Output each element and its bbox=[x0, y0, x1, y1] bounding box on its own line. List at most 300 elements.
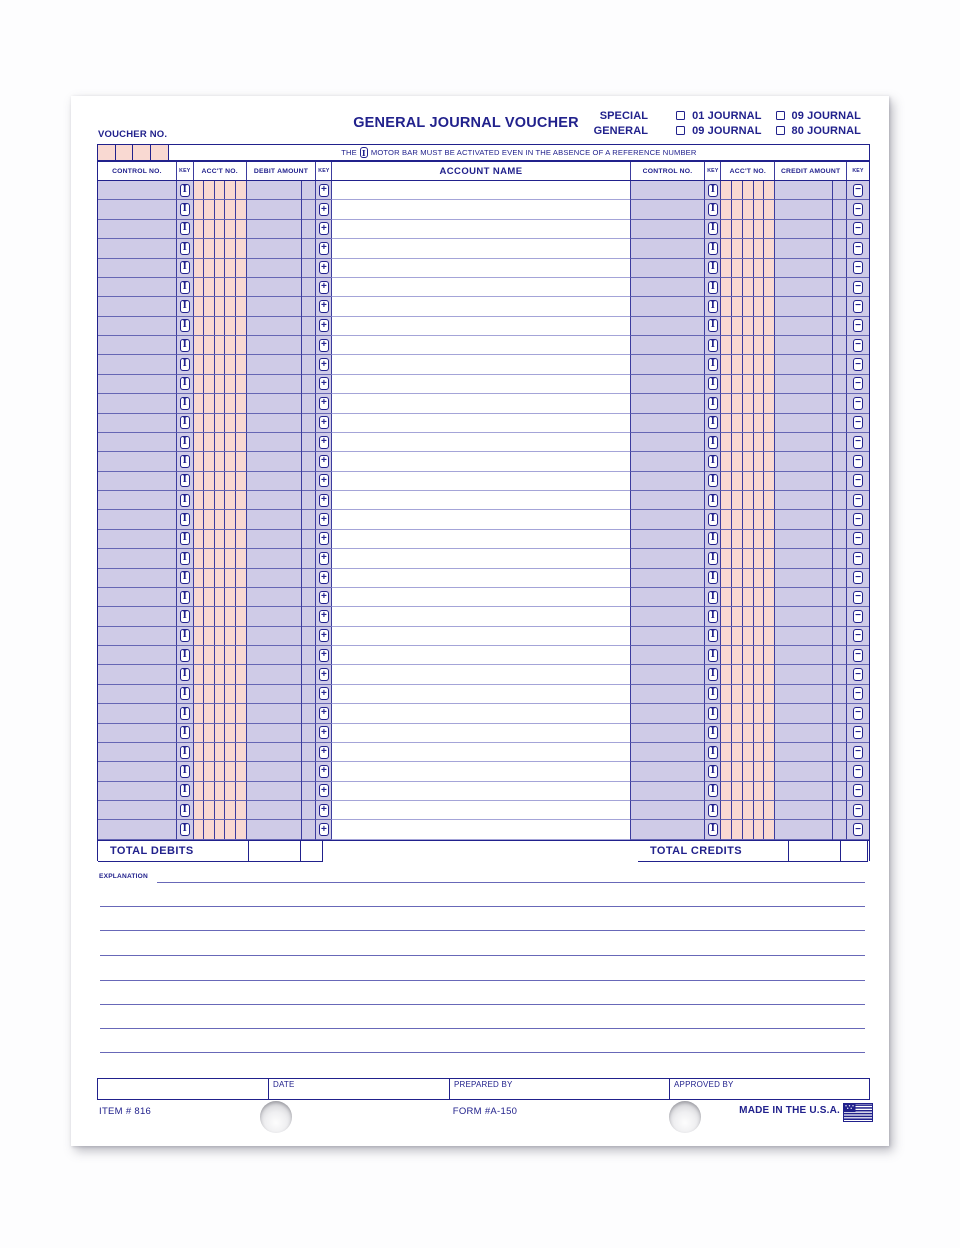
acct-no-cell-right[interactable] bbox=[720, 801, 774, 820]
acct-no-cell-right[interactable] bbox=[720, 336, 774, 355]
credit-amount-cell[interactable] bbox=[774, 820, 846, 839]
debit-amount-cell[interactable] bbox=[246, 530, 316, 549]
credit-amount-cell[interactable] bbox=[774, 452, 846, 471]
index-key-icon: I bbox=[708, 707, 718, 720]
account-name-cell[interactable] bbox=[331, 510, 629, 529]
control-no-cell-left[interactable] bbox=[98, 704, 176, 723]
acct-no-cell-right[interactable] bbox=[720, 452, 774, 471]
account-name-cell[interactable] bbox=[331, 704, 629, 723]
key-cell-index-right bbox=[704, 588, 720, 607]
header-control-no-left: CONTROL NO. bbox=[112, 167, 162, 175]
acct-no-cell-right[interactable] bbox=[720, 355, 774, 374]
debit-amount-cell[interactable] bbox=[246, 414, 316, 433]
control-no-cell-left[interactable] bbox=[98, 181, 176, 200]
control-no-cell-left[interactable] bbox=[98, 743, 176, 762]
account-name-cell[interactable] bbox=[331, 375, 629, 394]
account-name-cell[interactable] bbox=[331, 355, 629, 374]
control-no-cell-right[interactable] bbox=[630, 646, 705, 665]
control-no-cell-right[interactable] bbox=[630, 414, 705, 433]
credit-amount-cell[interactable] bbox=[774, 433, 846, 452]
acct-no-cell-left[interactable] bbox=[193, 239, 246, 258]
form-title: GENERAL JOURNAL VOUCHER bbox=[353, 115, 579, 131]
account-name-cell[interactable] bbox=[331, 607, 629, 626]
control-no-cell-right[interactable] bbox=[630, 665, 705, 684]
index-key-icon: I bbox=[180, 629, 190, 642]
explanation-line[interactable] bbox=[100, 955, 865, 956]
key-cell-index-right bbox=[704, 394, 720, 413]
credit-amount-cell[interactable] bbox=[774, 239, 846, 258]
journal-checkbox[interactable] bbox=[776, 126, 785, 135]
control-no-cell-right[interactable] bbox=[630, 762, 705, 781]
control-no-cell-left[interactable] bbox=[98, 259, 176, 278]
debit-amount-cell[interactable] bbox=[246, 685, 316, 704]
account-name-cell[interactable] bbox=[331, 278, 629, 297]
plus-key-icon: + bbox=[319, 513, 329, 526]
acct-no-cell-right[interactable] bbox=[720, 665, 774, 684]
credit-amount-cell[interactable] bbox=[774, 491, 846, 510]
credit-amount-cell[interactable] bbox=[774, 665, 846, 684]
control-no-cell-right[interactable] bbox=[630, 704, 705, 723]
control-no-cell-left[interactable] bbox=[98, 278, 176, 297]
debit-amount-cell[interactable] bbox=[246, 355, 316, 374]
account-name-cell[interactable] bbox=[331, 220, 629, 239]
journal-checkbox[interactable] bbox=[676, 126, 685, 135]
control-no-cell-right[interactable] bbox=[630, 375, 705, 394]
account-name-cell[interactable] bbox=[331, 743, 629, 762]
acct-no-cell-right[interactable] bbox=[720, 472, 774, 491]
prepared-by-field[interactable]: PREPARED BY bbox=[449, 1079, 669, 1099]
acct-no-cell-right[interactable] bbox=[720, 375, 774, 394]
credit-amount-cell[interactable] bbox=[774, 704, 846, 723]
acct-no-cell-left[interactable] bbox=[193, 743, 246, 762]
control-no-cell-right[interactable] bbox=[630, 530, 705, 549]
control-no-cell-right[interactable] bbox=[630, 627, 705, 646]
voucher-no-box[interactable] bbox=[116, 145, 134, 160]
acct-no-cell-right[interactable] bbox=[720, 317, 774, 336]
control-no-cell-right[interactable] bbox=[630, 259, 705, 278]
credit-amount-cell[interactable] bbox=[774, 530, 846, 549]
acct-no-cell-right[interactable] bbox=[720, 278, 774, 297]
journal-rows bbox=[98, 181, 869, 840]
key-cell-credit bbox=[846, 355, 869, 374]
control-no-cell-right[interactable] bbox=[630, 820, 705, 839]
acct-no-cell-right[interactable] bbox=[720, 530, 774, 549]
control-no-cell-right[interactable] bbox=[630, 588, 705, 607]
debit-amount-cell[interactable] bbox=[246, 762, 316, 781]
debit-amount-cell[interactable] bbox=[246, 278, 316, 297]
credit-amount-cell[interactable] bbox=[774, 297, 846, 316]
account-name-cell[interactable] bbox=[331, 762, 629, 781]
signature-blank-cell[interactable] bbox=[98, 1079, 268, 1099]
journal-option-label: 09 JOURNAL bbox=[692, 124, 762, 137]
acct-no-cell-left[interactable] bbox=[193, 782, 246, 801]
account-name-cell[interactable] bbox=[331, 200, 629, 219]
account-name-cell[interactable] bbox=[331, 782, 629, 801]
debit-amount-cell[interactable] bbox=[246, 607, 316, 626]
credit-amount-cell[interactable] bbox=[774, 414, 846, 433]
index-key-icon: I bbox=[708, 377, 718, 390]
control-no-cell-right[interactable] bbox=[630, 685, 705, 704]
acct-no-cell-left[interactable] bbox=[193, 355, 246, 374]
acct-no-cell-left[interactable] bbox=[193, 433, 246, 452]
credit-amount-cell[interactable] bbox=[774, 317, 846, 336]
acct-no-cell-left[interactable] bbox=[193, 491, 246, 510]
control-no-cell-left[interactable] bbox=[98, 336, 176, 355]
control-no-cell-right[interactable] bbox=[630, 297, 705, 316]
key-cell-index-right bbox=[704, 607, 720, 626]
key-cell-debit bbox=[315, 685, 331, 704]
control-no-cell-right[interactable] bbox=[630, 472, 705, 491]
acct-no-cell-right[interactable] bbox=[720, 491, 774, 510]
account-name-cell[interactable] bbox=[331, 336, 629, 355]
credit-amount-cell[interactable] bbox=[774, 743, 846, 762]
credit-amount-cell[interactable] bbox=[774, 278, 846, 297]
acct-no-cell-left[interactable] bbox=[193, 665, 246, 684]
plus-key-icon: + bbox=[319, 222, 329, 235]
control-no-cell-left[interactable] bbox=[98, 685, 176, 704]
acct-no-cell-left[interactable] bbox=[193, 200, 246, 219]
account-name-cell[interactable] bbox=[331, 549, 629, 568]
acct-no-cell-right[interactable] bbox=[720, 549, 774, 568]
control-no-cell-left[interactable] bbox=[98, 317, 176, 336]
account-name-cell[interactable] bbox=[331, 317, 629, 336]
credit-amount-cell[interactable] bbox=[774, 685, 846, 704]
account-name-cell[interactable] bbox=[331, 414, 629, 433]
acct-no-cell-left[interactable] bbox=[193, 530, 246, 549]
credit-amount-cell[interactable] bbox=[774, 355, 846, 374]
key-cell-index-right bbox=[704, 414, 720, 433]
credit-amount-cell[interactable] bbox=[774, 181, 846, 200]
control-no-cell-left[interactable] bbox=[98, 627, 176, 646]
debit-amount-cell[interactable] bbox=[246, 491, 316, 510]
acct-no-cell-right[interactable] bbox=[720, 646, 774, 665]
debit-amount-cell[interactable] bbox=[246, 239, 316, 258]
acct-no-cell-left[interactable] bbox=[193, 317, 246, 336]
control-no-cell-right[interactable] bbox=[630, 355, 705, 374]
explanation-line[interactable] bbox=[100, 930, 865, 931]
key-cell-index-left bbox=[176, 297, 193, 316]
index-key-icon: I bbox=[708, 591, 718, 604]
debit-amount-cell[interactable] bbox=[246, 452, 316, 471]
debit-amount-cell[interactable] bbox=[246, 472, 316, 491]
account-name-cell[interactable] bbox=[331, 530, 629, 549]
account-name-cell[interactable] bbox=[331, 239, 629, 258]
control-no-cell-left[interactable] bbox=[98, 200, 176, 219]
credit-amount-cell[interactable] bbox=[774, 801, 846, 820]
control-no-cell-right[interactable] bbox=[630, 743, 705, 762]
acct-no-cell-right[interactable] bbox=[720, 627, 774, 646]
acct-no-cell-left[interactable] bbox=[193, 452, 246, 471]
debit-amount-cell[interactable] bbox=[246, 181, 316, 200]
credit-amount-cell[interactable] bbox=[774, 472, 846, 491]
debit-amount-cell[interactable] bbox=[246, 220, 316, 239]
total-credits-cents-cell[interactable] bbox=[840, 841, 867, 861]
acct-no-cell-left[interactable] bbox=[193, 685, 246, 704]
control-no-cell-right[interactable] bbox=[630, 510, 705, 529]
debit-amount-cell[interactable] bbox=[246, 820, 316, 839]
acct-no-cell-right[interactable] bbox=[720, 762, 774, 781]
control-no-cell-right[interactable] bbox=[630, 181, 705, 200]
control-no-cell-left[interactable] bbox=[98, 297, 176, 316]
account-name-cell[interactable] bbox=[331, 685, 629, 704]
debit-amount-cell[interactable] bbox=[246, 724, 316, 743]
debit-amount-cell[interactable] bbox=[246, 801, 316, 820]
account-name-cell[interactable] bbox=[331, 646, 629, 665]
debit-amount-cell[interactable] bbox=[246, 375, 316, 394]
acct-no-cell-right[interactable] bbox=[720, 239, 774, 258]
control-no-cell-right[interactable] bbox=[630, 433, 705, 452]
total-debits-cents-cell[interactable] bbox=[300, 841, 322, 861]
explanation-line[interactable] bbox=[100, 1004, 865, 1005]
index-key-icon: I bbox=[180, 281, 190, 294]
debit-amount-cell[interactable] bbox=[246, 782, 316, 801]
control-no-cell-left[interactable] bbox=[98, 239, 176, 258]
debit-amount-cell[interactable] bbox=[246, 317, 316, 336]
control-no-cell-left[interactable] bbox=[98, 414, 176, 433]
credit-amount-cell[interactable] bbox=[774, 607, 846, 626]
explanation-line[interactable] bbox=[100, 980, 865, 981]
acct-no-cell-right[interactable] bbox=[720, 704, 774, 723]
credit-amount-cell[interactable] bbox=[774, 200, 846, 219]
index-key-icon: I bbox=[708, 203, 718, 216]
acct-no-cell-left[interactable] bbox=[193, 510, 246, 529]
journal-row bbox=[98, 278, 869, 297]
credit-amount-cell[interactable] bbox=[774, 627, 846, 646]
journal-row bbox=[98, 685, 869, 704]
control-no-cell-left[interactable] bbox=[98, 724, 176, 743]
debit-amount-cell[interactable] bbox=[246, 336, 316, 355]
acct-no-cell-left[interactable] bbox=[193, 801, 246, 820]
acct-no-cell-right[interactable] bbox=[720, 414, 774, 433]
voucher-no-box[interactable] bbox=[98, 145, 116, 160]
control-no-cell-left[interactable] bbox=[98, 569, 176, 588]
acct-no-cell-left[interactable] bbox=[193, 549, 246, 568]
control-no-cell-right[interactable] bbox=[630, 200, 705, 219]
control-no-cell-right[interactable] bbox=[630, 220, 705, 239]
acct-no-cell-left[interactable] bbox=[193, 472, 246, 491]
account-name-cell[interactable] bbox=[331, 297, 629, 316]
control-no-cell-right[interactable] bbox=[630, 239, 705, 258]
debit-amount-cell[interactable] bbox=[246, 297, 316, 316]
acct-no-cell-right[interactable] bbox=[720, 394, 774, 413]
control-no-cell-right[interactable] bbox=[630, 607, 705, 626]
credit-amount-cell[interactable] bbox=[774, 549, 846, 568]
credit-amount-cell[interactable] bbox=[774, 375, 846, 394]
debit-amount-cell[interactable] bbox=[246, 627, 316, 646]
control-no-cell-right[interactable] bbox=[630, 782, 705, 801]
acct-no-cell-left[interactable] bbox=[193, 297, 246, 316]
account-name-cell[interactable] bbox=[331, 452, 629, 471]
control-no-cell-right[interactable] bbox=[630, 491, 705, 510]
explanation-line[interactable] bbox=[157, 882, 865, 883]
control-no-cell-left[interactable] bbox=[98, 433, 176, 452]
control-no-cell-left[interactable] bbox=[98, 820, 176, 839]
control-no-cell-left[interactable] bbox=[98, 510, 176, 529]
acct-no-cell-left[interactable] bbox=[193, 181, 246, 200]
index-key-icon: I bbox=[180, 804, 190, 817]
acct-no-cell-left[interactable] bbox=[193, 278, 246, 297]
credit-amount-cell[interactable] bbox=[774, 510, 846, 529]
acct-no-cell-left[interactable] bbox=[193, 394, 246, 413]
control-no-cell-left[interactable] bbox=[98, 646, 176, 665]
account-name-cell[interactable] bbox=[331, 472, 629, 491]
acct-no-cell-right[interactable] bbox=[720, 297, 774, 316]
debit-amount-cell[interactable] bbox=[246, 665, 316, 684]
acct-no-cell-right[interactable] bbox=[720, 259, 774, 278]
key-cell-index-right bbox=[704, 491, 720, 510]
credit-amount-cell[interactable] bbox=[774, 782, 846, 801]
explanation-line[interactable] bbox=[100, 1028, 865, 1029]
control-no-cell-left[interactable] bbox=[98, 220, 176, 239]
acct-no-cell-right[interactable] bbox=[720, 181, 774, 200]
credit-amount-cell[interactable] bbox=[774, 724, 846, 743]
control-no-cell-right[interactable] bbox=[630, 724, 705, 743]
key-cell-debit bbox=[315, 355, 331, 374]
acct-no-cell-right[interactable] bbox=[720, 569, 774, 588]
journal-option bbox=[776, 110, 861, 122]
date-field[interactable]: DATE bbox=[268, 1079, 449, 1099]
acct-no-cell-left[interactable] bbox=[193, 259, 246, 278]
acct-no-cell-right[interactable] bbox=[720, 743, 774, 762]
control-no-cell-right[interactable] bbox=[630, 278, 705, 297]
acct-no-cell-right[interactable] bbox=[720, 724, 774, 743]
acct-no-cell-left[interactable] bbox=[193, 627, 246, 646]
acct-no-cell-right[interactable] bbox=[720, 820, 774, 839]
debit-amount-cell[interactable] bbox=[246, 549, 316, 568]
control-no-cell-right[interactable] bbox=[630, 801, 705, 820]
voucher-no-label: VOUCHER NO. bbox=[98, 129, 168, 140]
account-name-cell[interactable] bbox=[331, 820, 629, 839]
control-no-cell-left[interactable] bbox=[98, 452, 176, 471]
acct-no-cell-right[interactable] bbox=[720, 685, 774, 704]
voucher-no-box[interactable] bbox=[133, 145, 151, 160]
key-cell-index-left bbox=[176, 530, 193, 549]
account-name-cell[interactable] bbox=[331, 491, 629, 510]
acct-no-cell-right[interactable] bbox=[720, 782, 774, 801]
key-cell-credit bbox=[846, 743, 869, 762]
approved-by-field[interactable]: APPROVED BY bbox=[669, 1079, 869, 1099]
index-key-icon: I bbox=[180, 339, 190, 352]
credit-amount-cell[interactable] bbox=[774, 762, 846, 781]
control-no-cell-left[interactable] bbox=[98, 375, 176, 394]
acct-no-cell-left[interactable] bbox=[193, 762, 246, 781]
acct-no-cell-right[interactable] bbox=[720, 510, 774, 529]
control-no-cell-right[interactable] bbox=[630, 394, 705, 413]
control-no-cell-left[interactable] bbox=[98, 607, 176, 626]
credit-amount-cell[interactable] bbox=[774, 336, 846, 355]
key-cell-debit bbox=[315, 239, 331, 258]
total-debits-amount-cell[interactable] bbox=[248, 841, 300, 861]
acct-no-cell-left[interactable] bbox=[193, 724, 246, 743]
acct-no-cell-right[interactable] bbox=[720, 220, 774, 239]
key-cell-credit bbox=[846, 588, 869, 607]
acct-no-cell-left[interactable] bbox=[193, 414, 246, 433]
account-name-cell[interactable] bbox=[331, 433, 629, 452]
account-name-cell[interactable] bbox=[331, 394, 629, 413]
acct-no-cell-right[interactable] bbox=[720, 588, 774, 607]
credit-amount-cell[interactable] bbox=[774, 646, 846, 665]
account-name-cell[interactable] bbox=[331, 181, 629, 200]
key-cell-credit bbox=[846, 239, 869, 258]
acct-no-cell-left[interactable] bbox=[193, 704, 246, 723]
control-no-cell-right[interactable] bbox=[630, 549, 705, 568]
control-no-cell-left[interactable] bbox=[98, 588, 176, 607]
debit-amount-cell[interactable] bbox=[246, 646, 316, 665]
debit-amount-cell[interactable] bbox=[246, 259, 316, 278]
explanation-line[interactable] bbox=[100, 906, 865, 907]
account-name-cell[interactable] bbox=[331, 627, 629, 646]
account-name-cell[interactable] bbox=[331, 569, 629, 588]
minus-key-icon: − bbox=[853, 339, 863, 352]
account-name-cell[interactable] bbox=[331, 665, 629, 684]
credit-amount-cell[interactable] bbox=[774, 259, 846, 278]
acct-no-cell-left[interactable] bbox=[193, 588, 246, 607]
account-name-cell[interactable] bbox=[331, 724, 629, 743]
debit-amount-cell[interactable] bbox=[246, 743, 316, 762]
debit-amount-cell[interactable] bbox=[246, 510, 316, 529]
control-no-cell-left[interactable] bbox=[98, 762, 176, 781]
control-no-cell-left[interactable] bbox=[98, 472, 176, 491]
control-no-cell-left[interactable] bbox=[98, 782, 176, 801]
debit-amount-cell[interactable] bbox=[246, 433, 316, 452]
debit-amount-cell[interactable] bbox=[246, 569, 316, 588]
account-name-cell[interactable] bbox=[331, 801, 629, 820]
minus-key-icon: − bbox=[853, 397, 863, 410]
voucher-no-box[interactable] bbox=[151, 145, 169, 160]
account-name-cell[interactable] bbox=[331, 259, 629, 278]
acct-no-cell-left[interactable] bbox=[193, 220, 246, 239]
acct-no-cell-left[interactable] bbox=[193, 607, 246, 626]
control-no-cell-right[interactable] bbox=[630, 452, 705, 471]
credit-amount-cell[interactable] bbox=[774, 588, 846, 607]
credit-amount-cell[interactable] bbox=[774, 220, 846, 239]
journal-checkbox[interactable] bbox=[776, 111, 785, 120]
control-no-cell-right[interactable] bbox=[630, 336, 705, 355]
control-no-cell-left[interactable] bbox=[98, 530, 176, 549]
acct-no-cell-left[interactable] bbox=[193, 375, 246, 394]
acct-no-cell-left[interactable] bbox=[193, 820, 246, 839]
acct-no-cell-left[interactable] bbox=[193, 569, 246, 588]
control-no-cell-right[interactable] bbox=[630, 569, 705, 588]
control-no-cell-right[interactable] bbox=[630, 317, 705, 336]
control-no-cell-left[interactable] bbox=[98, 801, 176, 820]
key-cell-credit bbox=[846, 665, 869, 684]
acct-no-cell-left[interactable] bbox=[193, 336, 246, 355]
control-no-cell-left[interactable] bbox=[98, 549, 176, 568]
acct-no-cell-right[interactable] bbox=[720, 433, 774, 452]
header-key-debit: KEY bbox=[315, 162, 331, 180]
control-no-cell-left[interactable] bbox=[98, 355, 176, 374]
journal-row bbox=[98, 820, 869, 839]
journal-checkbox[interactable] bbox=[676, 111, 685, 120]
explanation-line[interactable] bbox=[100, 1052, 865, 1053]
debit-amount-cell[interactable] bbox=[246, 200, 316, 219]
debit-amount-cell[interactable] bbox=[246, 394, 316, 413]
control-no-cell-left[interactable] bbox=[98, 665, 176, 684]
debit-amount-cell[interactable] bbox=[246, 704, 316, 723]
acct-no-cell-left[interactable] bbox=[193, 646, 246, 665]
credit-amount-cell[interactable] bbox=[774, 569, 846, 588]
control-no-cell-left[interactable] bbox=[98, 491, 176, 510]
total-credits-amount-cell[interactable] bbox=[788, 841, 840, 861]
debit-amount-cell[interactable] bbox=[246, 588, 316, 607]
acct-no-cell-right[interactable] bbox=[720, 607, 774, 626]
acct-no-cell-right[interactable] bbox=[720, 200, 774, 219]
credit-amount-cell[interactable] bbox=[774, 394, 846, 413]
control-no-cell-left[interactable] bbox=[98, 394, 176, 413]
key-cell-index-left bbox=[176, 394, 193, 413]
account-name-cell[interactable] bbox=[331, 588, 629, 607]
